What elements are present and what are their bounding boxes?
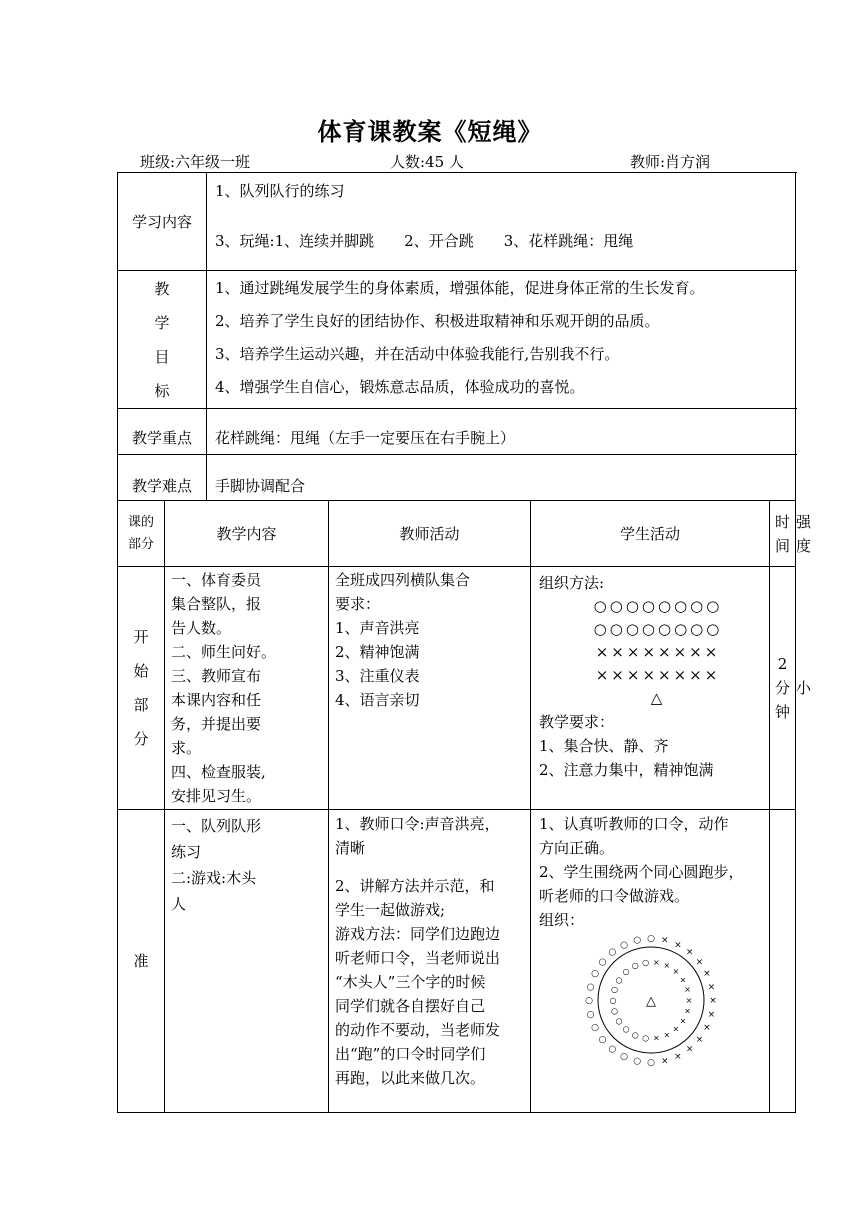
row2-student: 1、认真听教师的口令，动作 方向正确。 2、学生围绕两个同心圆跑步， 听老师的口令做游戏。 组织： × × × × × × × ○ ○ ○ ○ ○ ○ ○ ○ ○ ○ ○ ○ ○ ○ ○ × × × × × × × × × × × × ○ ○ ○ ○ ○ ○ ○ ○ ○ ○ ○ × × × × × △ xyxy=(531,810,770,1113)
row1-time: 2 分 钟 xyxy=(770,567,796,810)
row1-part: 开 始 部 分 xyxy=(118,567,165,810)
circle-mark-icon: ○ xyxy=(642,958,650,968)
col-content: 教学内容 xyxy=(165,501,329,567)
cross-mark-icon: × xyxy=(685,947,694,958)
cross-mark-icon: × xyxy=(663,961,671,971)
circle-mark-icon: ○ xyxy=(609,995,617,1005)
cross-mark-icon: × xyxy=(679,1016,687,1026)
circle-mark-icon: ○ xyxy=(608,947,617,958)
cross-mark-icon: × xyxy=(695,1034,704,1045)
circle-mark-icon: ○ xyxy=(611,1006,619,1016)
cross-mark-icon: × xyxy=(661,1056,669,1067)
row2-content: 一、队列队形 练习 二:游戏:木头 人 xyxy=(165,810,329,1113)
col-time: 时 间 xyxy=(770,501,796,567)
cross-mark-icon: × xyxy=(703,1023,711,1034)
formation-diagram: ○○○○○○○○ ○○○○○○○○ ×××××××× ×××××××× △ xyxy=(593,597,723,707)
cross-mark-icon: × xyxy=(661,935,669,946)
cross-mark-icon: × xyxy=(684,1006,691,1016)
cross-mark-icon: × xyxy=(674,940,682,951)
cross-mark-icon: × xyxy=(685,1044,694,1055)
student-count: 人数:45 人 xyxy=(390,153,464,171)
cross-mark-icon: × xyxy=(709,996,717,1007)
circle-mark-icon: ○ xyxy=(647,1058,655,1069)
goals-list: 1、通过跳绳发展学生的身体素质，增强体能，促进身体正常的生长发育。 2、培养了学生良好的团结协作、积极进取精神和乐观开朗的品质。 3、培养学生运动兴趣，并在活动中体验我能行,告别我不行。 4、增强学生自信心，锻炼意志品质，体验成功的喜悦。 xyxy=(207,271,796,409)
key-label: 教学重点 xyxy=(118,409,207,455)
cross-mark-icon: × xyxy=(707,1009,716,1020)
concentric-circle-diagram xyxy=(539,934,761,1074)
cross-mark-icon: × xyxy=(672,1024,680,1034)
row2-teacher: 1、教师口令:声音洪亮， 清晰 2、讲解方法并示范，和 学生一起做游戏; 游戏方法：同学们边跑边 听老师口令，当老师说出 “木头人”三个字的时候 同学们就各自摆好自己 的动作不要动，当老师发 出“跑”的口令时同学们 再跑，以此来做几次。 xyxy=(329,810,531,1113)
content-line-1: 1、队列队行的练习 xyxy=(215,182,345,200)
cross-mark-icon: × xyxy=(707,982,716,993)
content-label: 学习内容 xyxy=(118,173,207,271)
cross-mark-icon: × xyxy=(653,1033,660,1043)
row1-student: 组织方法: ○○○○○○○○ ○○○○○○○○ ×××××××× ×××××××× △ 教学要求： 1、集合快、静、齐 2、注意力集中，精神饱满 xyxy=(531,567,770,810)
class-info: 班级:六年级一班 xyxy=(140,153,251,171)
circle-mark-icon: ○ xyxy=(598,957,607,968)
cross-mark-icon: × xyxy=(684,985,691,995)
circle-mark-icon: ○ xyxy=(631,1030,639,1040)
teacher-name: 教师:肖方润 xyxy=(630,153,711,171)
circle-mark-icon: ○ xyxy=(642,1033,650,1043)
col-part: 课的 部分 xyxy=(118,501,165,567)
circle-mark-icon: ○ xyxy=(586,1009,595,1020)
cross-mark-icon: × xyxy=(653,958,660,968)
circle-mark-icon: ○ xyxy=(615,975,623,985)
cross-mark-icon: × xyxy=(674,1052,682,1062)
circle-mark-icon: ○ xyxy=(633,935,642,946)
circle-mark-icon: ○ xyxy=(620,940,629,951)
circle-mark-icon: ○ xyxy=(611,985,619,995)
circle-mark-icon: ○ xyxy=(591,1023,600,1034)
circle-mark-icon: ○ xyxy=(631,961,639,971)
lesson-plan-table: 学习内容 1、队列队行的练习 3、玩绳:1、连续并脚跳 2、开合跳 3、花样跳绳：甩绳 教 学 目 标 1、通过跳绳发展学生的身体素质，增强体能，促进身体正常的生长发育。 2、培养了学生良好的团结协作、积极进取精神和乐观开朗的品质。 3、培养学生运动兴趣，并在活动中体验我能行,告别我不行。 4、增强学生自信心，锻炼意志品质，体验成功的喜悦。 教学重点 花样跳绳：甩绳（左手一定要压在右手腕上） 教学难点 手脚协调配合 课的 部分 教学内容 教师活动 学生活动 时 间 强 度 开 始 部 分 一、体育委员 集合整队，报 告人数。 二、师生问好。 三、教师宣布 本课内容和任 务，并提出要 求。 四、检查服装, 安排见习生。 全班成四列横队集合 要求： 1、声音洪亮 2、精神饱满 3、注重仪表 4、语言亲切 组织方法: ○○○○○○○○ ○○○○○○○○ ×××××××× ×××××××× △ 教学要求： 1、集合快、静、齐 2、注意力集中，精神饱满 2 分 钟 小 准 一、队列队形 练习 二:游戏:木头 人 1、教师口令:声音洪亮， 清晰 2、讲解方法并示范，和 学生一起做游戏; 游戏方法：同学们边跑边 听老师口令，当老师说出 “木头人”三个字的时候 同学们就各自摆好自己 的动作不要动，当老师发 出“跑”的口令时同学们 再跑，以此来做几次。 1、认真听教师的口令，动作 方向正确。 2、学生围绕两个同心圆跑步， 听老师的口令做游戏。 组织： × × × × × × × ○ ○ ○ ○ ○ ○ ○ ○ ○ ○ ○ ○ ○ ○ ○ × × × × × × × × × × × × ○ ○ ○ ○ ○ ○ ○ ○ ○ ○ ○ × × × × × △ xyxy=(117,172,796,1113)
row1-content: 一、体育委员 集合整队，报 告人数。 二、师生问好。 三、教师宣布 本课内容和任 务，并提出要 求。 四、检查服装, 安排见习生。 xyxy=(165,567,329,810)
circle-mark-icon: ○ xyxy=(622,967,630,977)
circle-mark-icon: ○ xyxy=(633,1056,642,1067)
circle-mark-icon: ○ xyxy=(620,1052,629,1062)
cross-mark-icon: × xyxy=(685,995,693,1005)
circle-mark-icon: ○ xyxy=(615,1016,623,1026)
difficulty-text: 手脚协调配合 xyxy=(207,455,796,501)
goals-label: 教 学 目 标 xyxy=(118,271,207,409)
page-title: 体育课教案《短绳》 xyxy=(317,117,543,146)
cross-mark-icon: × xyxy=(672,967,680,977)
circle-mark-icon: ○ xyxy=(622,1024,630,1034)
circle-mark-icon: ○ xyxy=(591,969,600,980)
circle-mark-icon: ○ xyxy=(598,1034,607,1045)
teacher-triangle-icon: △ xyxy=(646,994,657,1009)
difficulty-label: 教学难点 xyxy=(118,455,207,501)
circle-mark-icon: ○ xyxy=(647,934,655,945)
col-teacher: 教师活动 xyxy=(329,501,531,567)
row2-part: 准 xyxy=(118,810,165,1113)
circle-mark-icon: ○ xyxy=(586,982,595,993)
cross-mark-icon: × xyxy=(703,969,711,980)
key-text: 花样跳绳：甩绳（左手一定要压在右手腕上） xyxy=(207,409,796,455)
cross-mark-icon: × xyxy=(679,975,687,985)
cross-mark-icon: × xyxy=(663,1030,671,1040)
col-student: 学生活动 xyxy=(531,501,770,567)
cross-mark-icon: × xyxy=(695,957,704,968)
row1-teacher: 全班成四列横队集合 要求： 1、声音洪亮 2、精神饱满 3、注重仪表 4、语言亲切 xyxy=(329,567,531,810)
circle-mark-icon: ○ xyxy=(608,1044,617,1055)
circle-mark-icon: ○ xyxy=(585,996,593,1007)
content-line-2: 3、玩绳:1、连续并脚跳 2、开合跳 3、花样跳绳：甩绳 xyxy=(215,232,634,250)
